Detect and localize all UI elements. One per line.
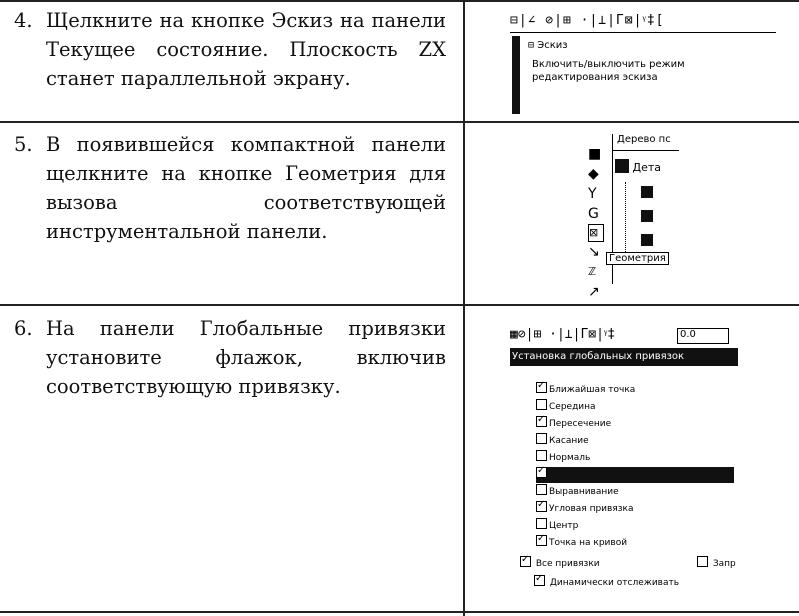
symbol-icon[interactable]: ℤ [588,265,597,278]
snap-option[interactable] [536,382,635,398]
sketch-tooltip [528,40,748,83]
checkbox[interactable] [536,501,547,512]
step-text: В появившейся компактной панели щелкните на кнопке Геометрия для вызова соответствующей инструментальной панели. [46,133,446,243]
step-number: 6. [14,317,33,340]
checkbox[interactable] [536,518,547,529]
step-text: Щелкните на кнопке Эскиз на панели Текущее состояние. Плоскость ZX станет параллельной экрану. [46,9,446,90]
step-number: 5. [14,133,33,156]
tree-root[interactable] [613,159,679,174]
snap-option[interactable] [536,433,589,449]
dimension-icon[interactable]: ↘ [588,244,600,260]
arc-icon[interactable]: G [588,206,599,222]
tree-root-label: Дета [632,161,662,174]
snaps-title-bar: Установка глобальных привязок [510,348,738,366]
snap-option[interactable] [536,501,633,517]
snap-option-label: Центр [549,521,579,531]
toolbar-icons[interactable]: ⊟|∠ ⊘|⊞ ·|⊥|Г⊠|ᵞ‡[ [510,13,665,28]
tree-node-icon[interactable] [641,234,653,246]
tooltip-line: Включить/выключить режим [532,59,685,70]
checkbox-label: Запр [712,559,736,569]
snap-option-label: Выравнивание [549,487,619,497]
geometry-icon[interactable]: ⊠ [588,224,604,242]
checkbox[interactable] [536,416,547,427]
tooltip-title: Эскиз [537,40,568,51]
tree-header: Дерево пс [613,134,679,151]
snap-option[interactable] [536,535,627,551]
row-divider [0,121,799,123]
snap-option-label: Ближайшая точка [549,385,636,395]
snap-option[interactable] [536,467,734,483]
checkbox[interactable] [536,399,547,410]
dynamic-tracking-option[interactable] [534,575,679,588]
sketch-toolbar-screenshot [510,12,790,112]
table-bottom-border [0,611,799,613]
snap-option[interactable] [536,484,619,500]
row-divider [0,304,799,306]
value-field[interactable]: 0.0 [677,328,729,344]
snap-option-label: Точка на кривой [549,538,628,548]
snap-option-label: Середина [549,402,596,412]
checkbox[interactable] [536,433,547,444]
cube-icon[interactable]: ■ [588,146,602,162]
table-top-border [0,0,799,2]
step-number: 4. [14,9,33,32]
side-option[interactable] [697,556,736,569]
hammer-icon[interactable]: ↗ [588,284,600,300]
checkbox[interactable] [536,484,547,495]
sketch-icon: ⊟ [528,40,535,51]
checkbox[interactable] [520,556,531,567]
compact-panel-screenshot [588,134,680,298]
checkbox[interactable] [536,382,547,393]
snap-option-label: Угловая привязка [549,504,634,514]
all-snaps-option[interactable] [520,556,600,569]
checkbox[interactable] [536,450,547,461]
snap-option-label: Касание [549,436,589,446]
toolbar-grip [512,36,520,114]
snap-option-label: Пересечение [549,419,612,429]
checkbox[interactable] [536,467,547,478]
tooltip-line: редактирования эскиза [532,72,658,83]
toolbar-icons[interactable]: ▦⊘|⊞ ·|⊥|Г⊠|ᵞ‡ [510,327,616,342]
diamond-icon[interactable]: ◆ [588,166,599,182]
snap-option[interactable] [536,416,611,432]
compact-toolbar [588,144,606,302]
geometry-tooltip: Геометрия [606,252,669,265]
checkbox[interactable] [697,556,708,567]
snap-option[interactable] [536,399,596,415]
filter-icon[interactable]: Y [588,186,597,202]
tree-node-icon[interactable] [641,186,653,198]
tree-node-icon[interactable] [641,210,653,222]
column-divider [463,0,465,616]
current-state-toolbar [510,12,776,33]
part-icon [615,159,629,173]
snap-option[interactable] [536,450,590,466]
tree-branch [625,182,627,252]
checkbox-label: Все привязки [535,559,600,569]
checkbox[interactable] [534,575,545,586]
snap-option[interactable] [536,518,578,534]
checkbox[interactable] [536,535,547,546]
snaps-toolbar [510,326,736,346]
step-text: На панели Глобальные привязки установите флажок, включив соответствующую привязку. [46,317,446,398]
snap-option-label: Нормаль [549,453,591,463]
checkbox-label: Динамически отслеживать [549,578,680,588]
